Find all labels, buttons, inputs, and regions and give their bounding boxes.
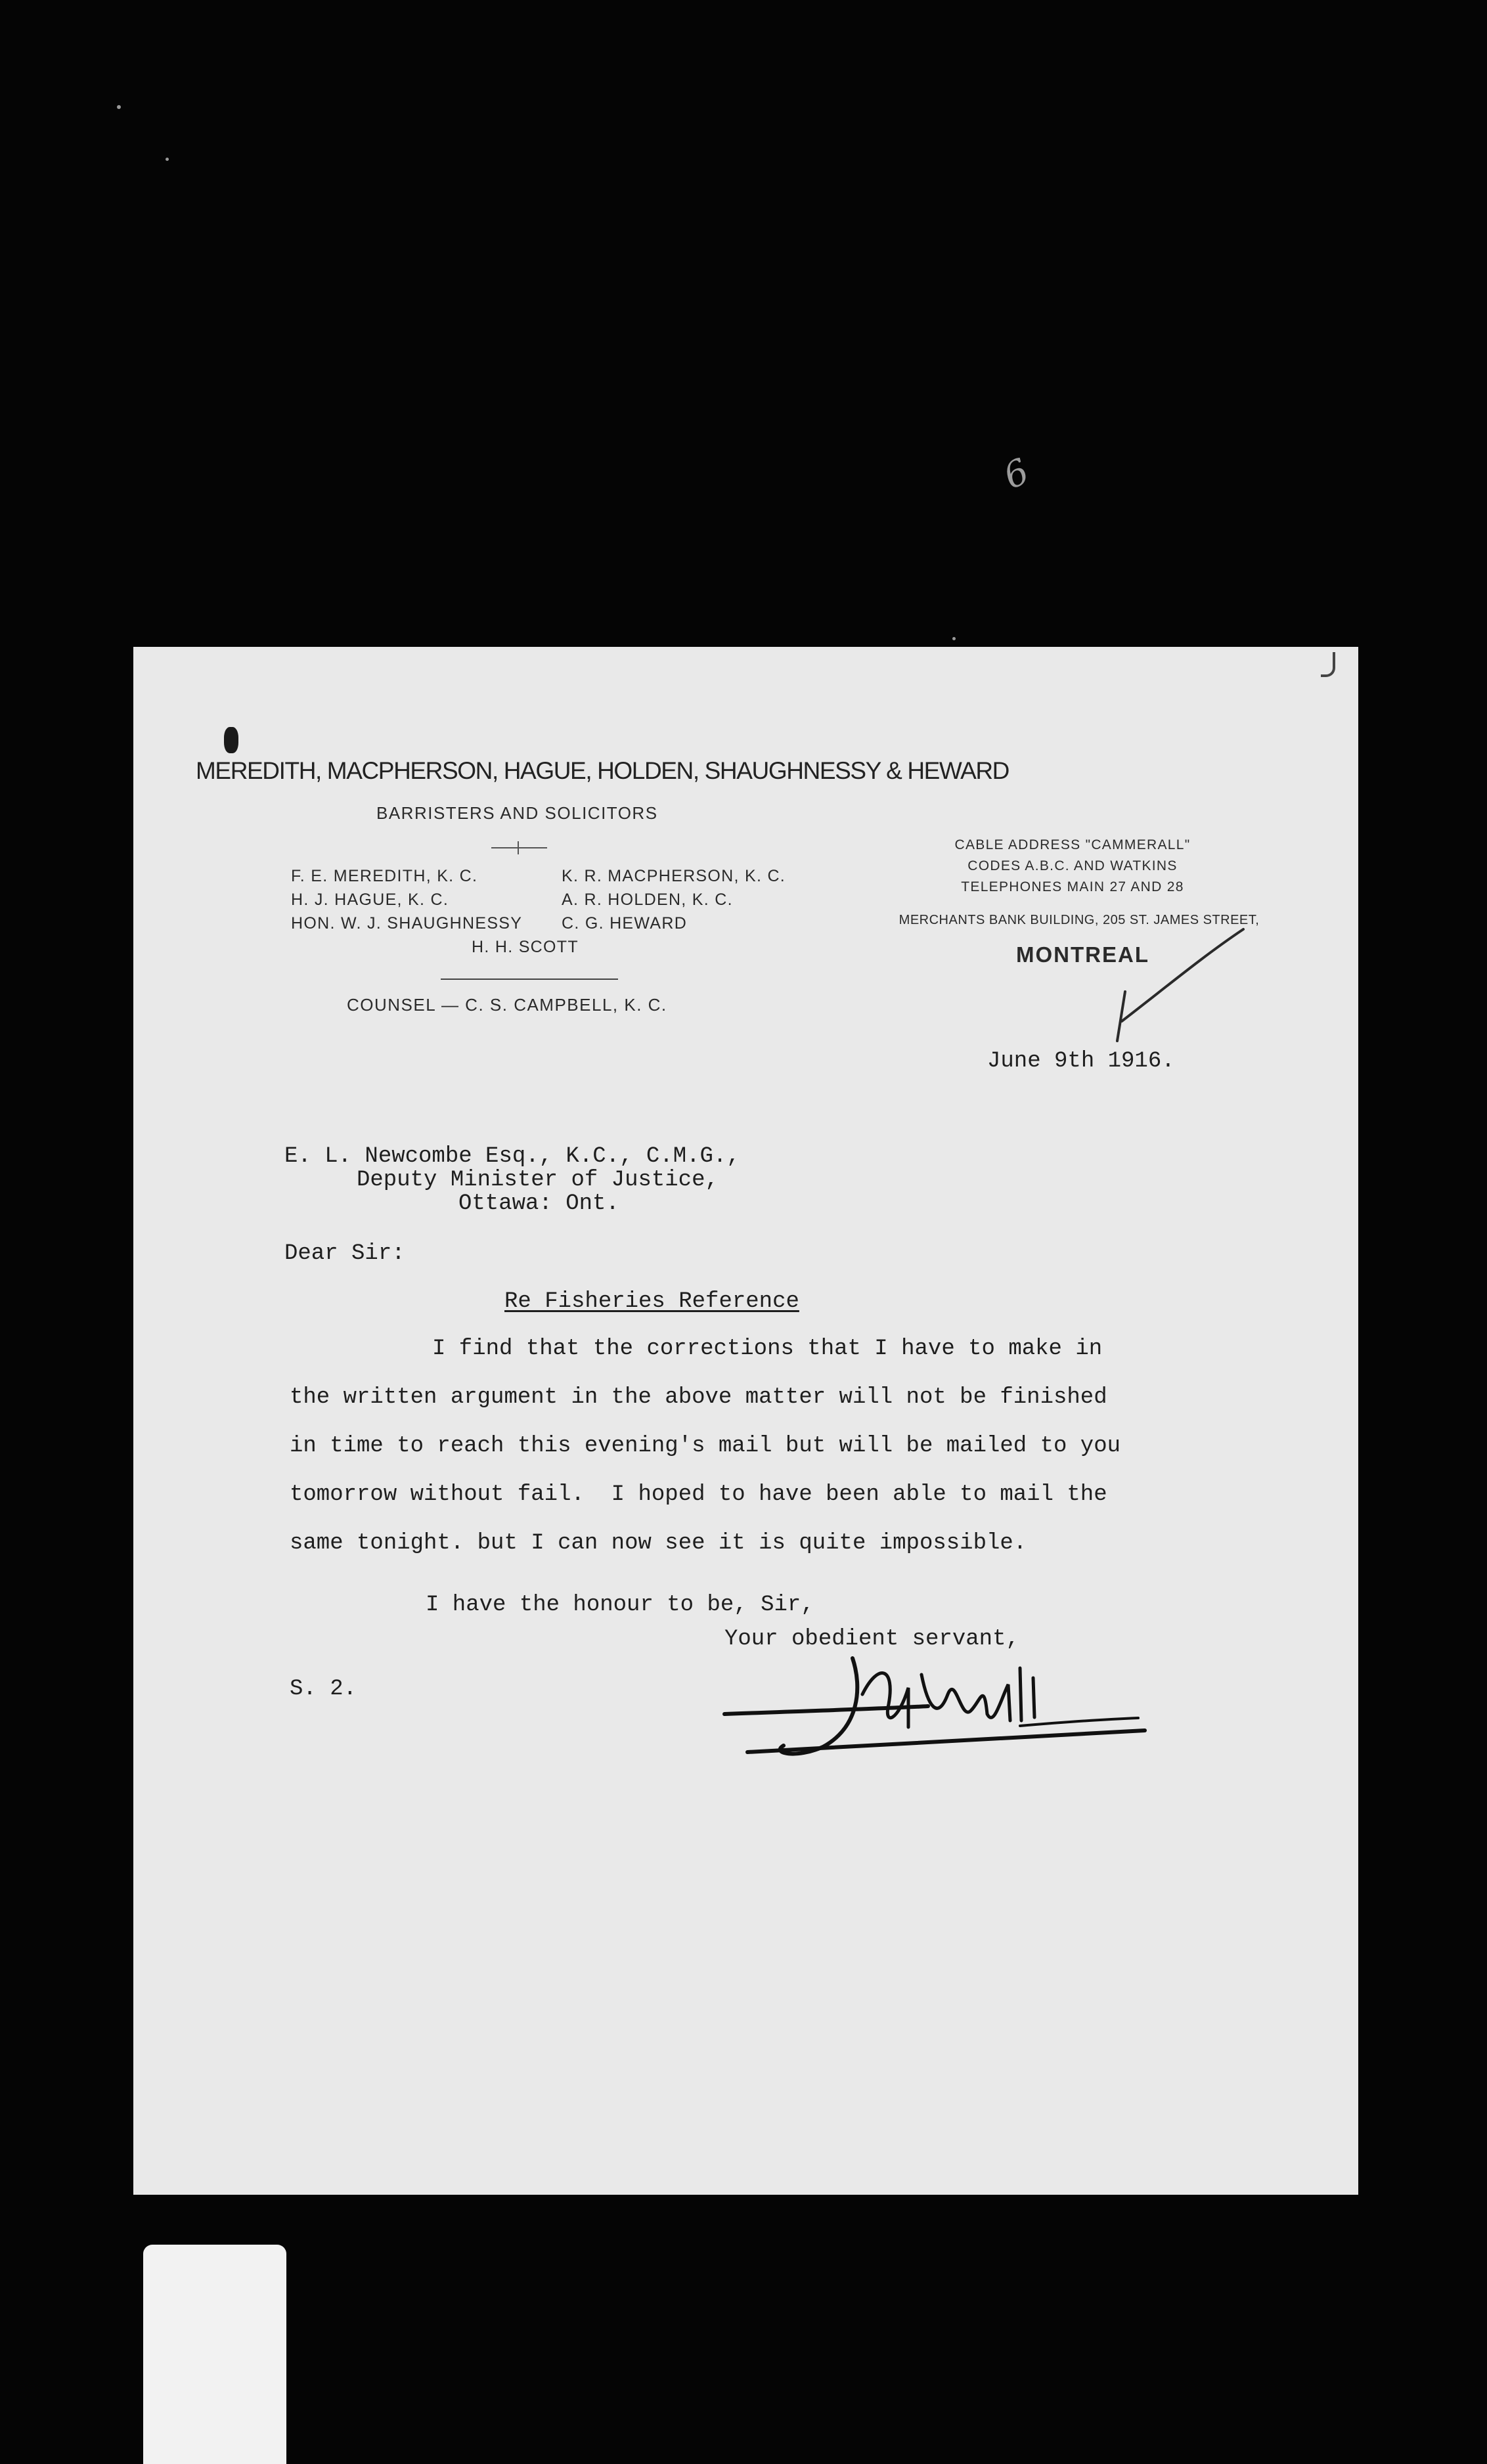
city-name: MONTREAL [1016, 942, 1149, 967]
dust-speck [952, 637, 956, 640]
ink-blot [224, 727, 238, 753]
counsel-line: COUNSEL — C. S. CAMPBELL, K. C. [347, 995, 667, 1015]
partner-right: C. G. HEWARD [562, 914, 688, 933]
closing-line: I have the honour to be, Sir, [426, 1593, 814, 1617]
recipient-line: E. L. Newcombe Esq., K.C., C.M.G., [284, 1144, 740, 1169]
subject-line: Re Fisheries Reference [504, 1289, 799, 1314]
header-flourish [491, 847, 547, 848]
header-rule [441, 979, 618, 980]
body-line: the written argument in the above matter will not be finished [290, 1385, 1107, 1410]
corner-pencil-mark [1321, 652, 1335, 677]
partner-right: A. R. HOLDEN, K. C. [562, 891, 733, 909]
partner-right: K. R. MACPHERSON, K. C. [562, 867, 786, 885]
dust-speck [166, 158, 169, 161]
body-line: tomorrow without fail. I hoped to have been able to mail the [290, 1482, 1107, 1507]
firm-subtitle: BARRISTERS AND SOLICITORS [376, 803, 658, 823]
handwritten-signature [711, 1648, 1171, 1780]
body-line: in time to reach this evening's mail but will be mailed to you [290, 1434, 1121, 1459]
folio-number: 6 [997, 450, 1036, 498]
partner-left: F. E. MEREDITH, K. C. [291, 867, 478, 885]
dust-speck [117, 105, 121, 109]
codes-line: CODES A.B.C. AND WATKINS [967, 858, 1178, 873]
cable-address: CABLE ADDRESS "CAMMERALL" [954, 837, 1191, 852]
salutation: Dear Sir: [284, 1241, 405, 1266]
recipient-line: Deputy Minister of Justice, [357, 1168, 719, 1193]
checkmark-icon [1086, 923, 1296, 1054]
building-address: MERCHANTS BANK BUILDING, 205 ST. JAMES STREET, [899, 913, 1260, 927]
valediction: Your obedient servant, [724, 1627, 1019, 1652]
partner-center: H. H. SCOTT [472, 938, 579, 956]
firm-name: MEREDITH, MACPHERSON, HAGUE, HOLDEN, SHAUGHNESSY & HEWARD [196, 757, 1010, 784]
telephones-line: TELEPHONES MAIN 27 AND 28 [961, 879, 1184, 894]
body-line: same tonight. but I can now see it is quite impossible. [290, 1531, 1027, 1556]
partner-left: H. J. HAGUE, K. C. [291, 891, 449, 909]
letter-date: June 9th 1916. [987, 1049, 1175, 1074]
partner-left: HON. W. J. SHAUGHNESSY [291, 914, 523, 933]
recipient-line: Ottawa: Ont. [458, 1191, 619, 1216]
reference-code: S. 2. [290, 1677, 357, 1702]
paper-tab [143, 2245, 286, 2464]
letter-page [133, 647, 1358, 2195]
body-line: I find that the corrections that I have to make in [432, 1336, 1103, 1361]
